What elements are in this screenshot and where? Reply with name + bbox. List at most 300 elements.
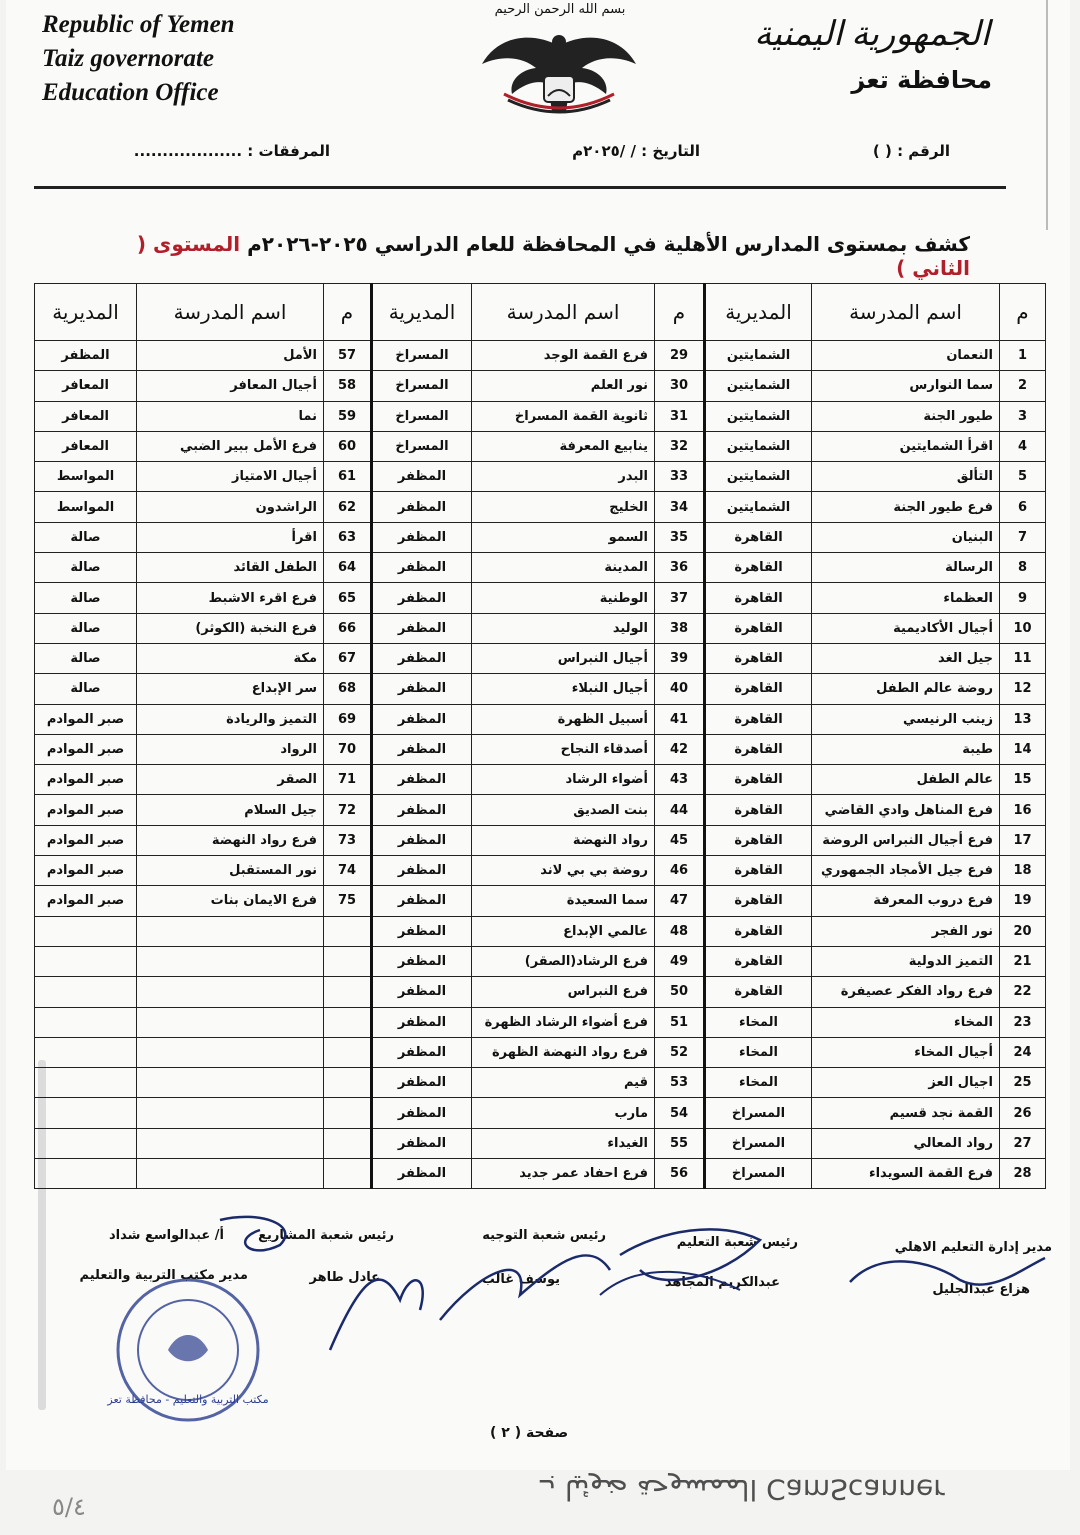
school-name: فرع النخبة (الكوثر) <box>137 613 324 643</box>
school-name: البنيان <box>812 522 1000 552</box>
school-name <box>137 977 324 1007</box>
school-name: نور الفجر <box>812 916 1000 946</box>
table-row <box>35 1007 1046 1037</box>
school-name: أجيال المخاء <box>812 1037 1000 1067</box>
district-name: المسراخ <box>372 431 472 461</box>
district-name: القاهرة <box>705 795 812 825</box>
district-name <box>35 977 137 1007</box>
school-name <box>137 1128 324 1158</box>
school-name: نور المستقبل <box>137 856 324 886</box>
school-name: سما النوارس <box>812 371 1000 401</box>
district-name: القاهرة <box>705 583 812 613</box>
en-header-line: Republic of Yemen <box>42 11 235 38</box>
table-row <box>35 1068 1046 1098</box>
district-name: المظفر <box>372 795 472 825</box>
school-name: المدينة <box>472 553 655 583</box>
school-name: المخاء <box>812 1007 1000 1037</box>
col-header-num: م <box>655 284 705 341</box>
district-name: الشمايتين <box>705 341 812 371</box>
district-name: القاهرة <box>705 765 812 795</box>
school-name: أجيال المعافر <box>137 371 324 401</box>
row-number: 69 <box>324 704 372 734</box>
table-row <box>35 856 1046 886</box>
row-number: 46 <box>655 856 705 886</box>
row-number: 11 <box>1000 643 1046 673</box>
row-number: 58 <box>324 371 372 401</box>
school-name: العظماء <box>812 583 1000 613</box>
school-name: طيبة <box>812 734 1000 764</box>
school-name: البدر <box>472 462 655 492</box>
col-header-district: المديرية <box>372 284 472 341</box>
row-number: 70 <box>324 734 372 764</box>
school-name: القمة نجد قسيم <box>812 1098 1000 1128</box>
school-name: سما السعيدة <box>472 886 655 916</box>
row-number: 55 <box>655 1128 705 1158</box>
school-name: مكة <box>137 643 324 673</box>
school-name: فرع دروب المعرفة <box>812 886 1000 916</box>
school-name: الخليج <box>472 492 655 522</box>
row-number: 3 <box>1000 401 1046 431</box>
row-number <box>324 1159 372 1189</box>
district-name: صالة <box>35 583 137 613</box>
row-number: 25 <box>1000 1068 1046 1098</box>
signature-name: هزاع عبدالجليل <box>932 1282 1030 1297</box>
row-number: 39 <box>655 643 705 673</box>
district-name <box>35 946 137 976</box>
district-name: المسراخ <box>372 341 472 371</box>
row-number: 53 <box>655 1068 705 1098</box>
district-name: القاهرة <box>705 886 812 916</box>
school-name: فرع الأمل ببير الضبي <box>137 431 324 461</box>
row-number: 63 <box>324 522 372 552</box>
district-name: المظفر <box>372 946 472 976</box>
english-header <box>42 8 235 110</box>
school-name: عالمي الإبداع <box>472 916 655 946</box>
col-header-school: اسم المدرسة <box>137 284 324 341</box>
row-number: 5 <box>1000 462 1046 492</box>
district-name: الشمايتين <box>705 401 812 431</box>
row-number: 73 <box>324 825 372 855</box>
table-row <box>35 341 1046 371</box>
school-name: الراشدون <box>137 492 324 522</box>
table-row <box>35 1128 1046 1158</box>
level-label: المستوى <box>152 232 241 256</box>
table-row <box>35 886 1046 916</box>
table-row <box>35 1037 1046 1067</box>
row-number: 24 <box>1000 1037 1046 1067</box>
scanner-watermark: الممسوحة ضوئيا بـ CamScanner <box>540 1473 945 1506</box>
signature-name: عادل طاهر <box>309 1270 380 1285</box>
school-name: فرع رواد النهضة الظهرة <box>472 1037 655 1067</box>
school-name: اجيال العز <box>812 1068 1000 1098</box>
district-name: المظفر <box>372 886 472 916</box>
table-row <box>35 765 1046 795</box>
school-name: أجيال النبراس <box>472 643 655 673</box>
en-header-line: Taiz governorate <box>42 45 214 72</box>
level-value: ( الثاني ) <box>136 232 970 280</box>
row-number: 60 <box>324 431 372 461</box>
district-name: المظفر <box>372 1037 472 1067</box>
table-row <box>35 977 1046 1007</box>
district-name <box>35 1068 137 1098</box>
table-row <box>35 1159 1046 1189</box>
school-name: أجيال الأكاديمية <box>812 613 1000 643</box>
school-name: أصدقاء النجاح <box>472 734 655 764</box>
col-header-num: م <box>1000 284 1046 341</box>
table-header-row <box>35 284 1046 341</box>
school-name: روضة بي بي لاند <box>472 856 655 886</box>
district-name: الشمايتين <box>705 492 812 522</box>
row-number: 37 <box>655 583 705 613</box>
row-number: 33 <box>655 462 705 492</box>
school-name: التميز الدولية <box>812 946 1000 976</box>
signature-name: عبدالكريم المجاهد <box>664 1275 780 1290</box>
row-number: 61 <box>324 462 372 492</box>
district-name: صبر الموادم <box>35 765 137 795</box>
school-name: مارب <box>472 1098 655 1128</box>
row-number: 48 <box>655 916 705 946</box>
district-name: المعافر <box>35 371 137 401</box>
table-row <box>35 825 1046 855</box>
row-number: 29 <box>655 341 705 371</box>
row-number: 30 <box>655 371 705 401</box>
table-row <box>35 613 1046 643</box>
row-number: 35 <box>655 522 705 552</box>
school-name: فرع رواد الفكر عصيفرة <box>812 977 1000 1007</box>
number-field: الرقم : ( ) <box>872 142 950 160</box>
row-number: 15 <box>1000 765 1046 795</box>
school-name: فرع اقرء الاشبط <box>137 583 324 613</box>
table-row <box>35 583 1046 613</box>
yemen-eagle-emblem-icon <box>474 24 644 119</box>
district-name: المظفر <box>372 704 472 734</box>
row-number: 4 <box>1000 431 1046 461</box>
district-name: المسراخ <box>705 1159 812 1189</box>
table-row <box>35 1098 1046 1128</box>
header-rule <box>34 186 1006 189</box>
school-name: أجيال الامتياز <box>137 462 324 492</box>
row-number: 38 <box>655 613 705 643</box>
school-name: فرع طيور الجنة <box>812 492 1000 522</box>
row-number: 7 <box>1000 522 1046 552</box>
school-name: جيل الغد <box>812 643 1000 673</box>
school-name: عالم الطفل <box>812 765 1000 795</box>
district-name <box>35 1159 137 1189</box>
district-name: صبر الموادم <box>35 856 137 886</box>
col-header-num: م <box>324 284 372 341</box>
district-name: المظفر <box>372 977 472 1007</box>
district-name: المظفر <box>372 734 472 764</box>
corner-mark: ٥/٤ <box>52 1493 86 1521</box>
school-name: التميز والريادة <box>137 704 324 734</box>
table-row <box>35 795 1046 825</box>
school-name <box>137 916 324 946</box>
school-name <box>137 1159 324 1189</box>
row-number: 56 <box>655 1159 705 1189</box>
row-number: 66 <box>324 613 372 643</box>
row-number: 21 <box>1000 946 1046 976</box>
district-name: القاهرة <box>705 856 812 886</box>
school-name: فرع المناهل وادي القاضي <box>812 795 1000 825</box>
signature-title: رئيس شعبة التوجيه <box>482 1228 606 1243</box>
row-number: 18 <box>1000 856 1046 886</box>
school-name: سر الإبداع <box>137 674 324 704</box>
school-name <box>137 1007 324 1037</box>
district-name: القاهرة <box>705 522 812 552</box>
district-name: صالة <box>35 613 137 643</box>
district-name: المظفر <box>372 643 472 673</box>
row-number: 27 <box>1000 1128 1046 1158</box>
row-number: 72 <box>324 795 372 825</box>
district-name: صالة <box>35 643 137 673</box>
row-number: 16 <box>1000 795 1046 825</box>
row-number: 51 <box>655 1007 705 1037</box>
school-name: أجيال النبلاء <box>472 674 655 704</box>
district-name: المظفر <box>372 825 472 855</box>
page-number: صفحة ( ٢ ) <box>490 1425 569 1441</box>
district-name: المظفر <box>372 916 472 946</box>
school-name: ثانوية القمة المسراخ <box>472 401 655 431</box>
school-name: الوليد <box>472 613 655 643</box>
table-row <box>35 734 1046 764</box>
row-number: 22 <box>1000 977 1046 1007</box>
district-name: المظفر <box>372 522 472 552</box>
row-number: 49 <box>655 946 705 976</box>
row-number: 41 <box>655 704 705 734</box>
en-header-line: Education Office <box>42 79 219 106</box>
school-name: أضواء الرشاد <box>472 765 655 795</box>
school-name: أسبيل الظهرة <box>472 704 655 734</box>
row-number: 74 <box>324 856 372 886</box>
district-name: صالة <box>35 522 137 552</box>
district-name: القاهرة <box>705 946 812 976</box>
district-name: المظفر <box>372 1159 472 1189</box>
row-number: 12 <box>1000 674 1046 704</box>
table-row <box>35 431 1046 461</box>
district-name: المسراخ <box>705 1098 812 1128</box>
school-name: فرع جيل الأمجاد الجمهوري <box>812 856 1000 886</box>
table-row <box>35 704 1046 734</box>
row-number: 71 <box>324 765 372 795</box>
district-name: صبر الموادم <box>35 704 137 734</box>
district-name: صالة <box>35 553 137 583</box>
row-number: 6 <box>1000 492 1046 522</box>
row-number: 20 <box>1000 916 1046 946</box>
district-name: الشمايتين <box>705 462 812 492</box>
school-name: ينابيع المعرفة <box>472 431 655 461</box>
school-name: فرع القمة السويداء <box>812 1159 1000 1189</box>
signature-title: رئيس شعبة المشاريع <box>258 1228 394 1243</box>
document-title <box>90 232 970 280</box>
school-name: الطفل القائد <box>137 553 324 583</box>
school-name: نما <box>137 401 324 431</box>
row-number <box>324 1037 372 1067</box>
row-number: 44 <box>655 795 705 825</box>
stamp-text: مكتب التربية والتعليم - محافظة تعز <box>107 1393 269 1406</box>
table-row <box>35 462 1046 492</box>
school-name: روضة عالم الطفل <box>812 674 1000 704</box>
school-name: فرع الايمان بنات <box>137 886 324 916</box>
district-name: المواسط <box>35 462 137 492</box>
district-name: المظفر <box>372 613 472 643</box>
school-name: النعمان <box>812 341 1000 371</box>
row-number <box>324 1128 372 1158</box>
district-name: القاهرة <box>705 704 812 734</box>
school-name: قيم <box>472 1068 655 1098</box>
signature-title: أ/ عبدالواسع شداد <box>109 1228 224 1243</box>
district-name: المسراخ <box>372 401 472 431</box>
title-text: كشف بمستوى المدارس الأهلية في المحافظة للعام الدراسي ٢٠٢٥-٢٠٢٦م <box>247 232 970 256</box>
school-name: الرسالة <box>812 553 1000 583</box>
page-edge <box>1046 0 1048 230</box>
district-name: المظفر <box>372 462 472 492</box>
district-name: المظفر <box>372 1068 472 1098</box>
country-name-ar: الجمهورية اليمنية <box>754 16 990 53</box>
row-number: 50 <box>655 977 705 1007</box>
school-name: فرع احفاد عمر جديد <box>472 1159 655 1189</box>
table-row <box>35 946 1046 976</box>
district-name: صبر الموادم <box>35 886 137 916</box>
table-row <box>35 401 1046 431</box>
district-name: المظفر <box>372 674 472 704</box>
row-number <box>324 1068 372 1098</box>
district-name: المعافر <box>35 431 137 461</box>
school-name: الوطنية <box>472 583 655 613</box>
district-name: المخاء <box>705 1068 812 1098</box>
official-stamp-icon <box>98 1275 278 1425</box>
row-number: 1 <box>1000 341 1046 371</box>
district-name: المسراخ <box>372 371 472 401</box>
district-name: المظفر <box>35 341 137 371</box>
school-name: الصقر <box>137 765 324 795</box>
row-number: 17 <box>1000 825 1046 855</box>
row-number: 31 <box>655 401 705 431</box>
signature-name: مدير مكتب التربية والتعليم <box>79 1268 248 1283</box>
table-row <box>35 643 1046 673</box>
attachments-field: المرفقات : ................... <box>133 142 330 160</box>
school-name: طيور الجنة <box>812 401 1000 431</box>
district-name: المواسط <box>35 492 137 522</box>
row-number: 8 <box>1000 553 1046 583</box>
school-name: رواد المعالي <box>812 1128 1000 1158</box>
school-name: فرع النبراس <box>472 977 655 1007</box>
table-row <box>35 492 1046 522</box>
district-name <box>35 916 137 946</box>
row-number: 47 <box>655 886 705 916</box>
row-number: 57 <box>324 341 372 371</box>
district-name: الشمايتين <box>705 371 812 401</box>
row-number: 52 <box>655 1037 705 1067</box>
row-number: 9 <box>1000 583 1046 613</box>
row-number: 68 <box>324 674 372 704</box>
district-name: صبر الموادم <box>35 795 137 825</box>
col-header-school: اسم المدرسة <box>812 284 1000 341</box>
district-name <box>35 1128 137 1158</box>
table-row <box>35 674 1046 704</box>
col-header-district: المديرية <box>35 284 137 341</box>
row-number: 54 <box>655 1098 705 1128</box>
row-number: 14 <box>1000 734 1046 764</box>
school-name: زينب الرنيسي <box>812 704 1000 734</box>
row-number: 59 <box>324 401 372 431</box>
row-number: 43 <box>655 765 705 795</box>
school-name: بنت الصديق <box>472 795 655 825</box>
district-name: المظفر <box>372 1128 472 1158</box>
row-number: 19 <box>1000 886 1046 916</box>
row-number <box>324 946 372 976</box>
district-name: المظفر <box>372 856 472 886</box>
district-name: المخاء <box>705 1037 812 1067</box>
row-number <box>324 1098 372 1128</box>
district-name: المظفر <box>372 1007 472 1037</box>
district-name: المسراخ <box>705 1128 812 1158</box>
school-name: رواد النهضة <box>472 825 655 855</box>
school-name: الأمل <box>137 341 324 371</box>
col-header-school: اسم المدرسة <box>472 284 655 341</box>
row-number: 26 <box>1000 1098 1046 1128</box>
row-number <box>324 1007 372 1037</box>
district-name <box>35 1037 137 1067</box>
school-name: جيل السلام <box>137 795 324 825</box>
row-number <box>324 916 372 946</box>
row-number: 23 <box>1000 1007 1046 1037</box>
row-number: 40 <box>655 674 705 704</box>
district-name: القاهرة <box>705 674 812 704</box>
district-name: صبر الموادم <box>35 734 137 764</box>
row-number: 64 <box>324 553 372 583</box>
table-row <box>35 371 1046 401</box>
row-number: 34 <box>655 492 705 522</box>
table-row <box>35 916 1046 946</box>
row-number: 28 <box>1000 1159 1046 1189</box>
date-field: التاريخ : / /٢٠٢٥م <box>572 142 700 160</box>
district-name: المخاء <box>705 1007 812 1037</box>
row-number: 45 <box>655 825 705 855</box>
district-name: صالة <box>35 674 137 704</box>
row-number: 36 <box>655 553 705 583</box>
row-number: 62 <box>324 492 372 522</box>
schools-table <box>34 283 1046 1189</box>
row-number: 10 <box>1000 613 1046 643</box>
school-name: فرع القمة الوجد <box>472 341 655 371</box>
district-name: القاهرة <box>705 613 812 643</box>
district-name: صبر الموادم <box>35 825 137 855</box>
school-name: فرع أجيال النبراس الروضة <box>812 825 1000 855</box>
school-name: فرع رواد النهضة <box>137 825 324 855</box>
row-number: 65 <box>324 583 372 613</box>
school-name: فرع أضواء الرشاد الظهرة <box>472 1007 655 1037</box>
row-number: 13 <box>1000 704 1046 734</box>
school-name: نور العلم <box>472 371 655 401</box>
col-header-district: المديرية <box>705 284 812 341</box>
signature-title: رئيس شعبة التعليم <box>676 1235 798 1250</box>
district-name: القاهرة <box>705 643 812 673</box>
district-name: القاهرة <box>705 825 812 855</box>
governorate-name-ar: محافظة تعز <box>851 66 992 94</box>
row-number: 2 <box>1000 371 1046 401</box>
school-name <box>137 1098 324 1128</box>
school-name: اقرأ <box>137 522 324 552</box>
district-name: المظفر <box>372 765 472 795</box>
school-name: الرواد <box>137 734 324 764</box>
school-name <box>137 1068 324 1098</box>
school-name <box>137 1037 324 1067</box>
school-name: التألق <box>812 462 1000 492</box>
school-name: الغيداء <box>472 1128 655 1158</box>
school-name: اقرأ الشمايتين <box>812 431 1000 461</box>
district-name: المظفر <box>372 492 472 522</box>
district-name: القاهرة <box>705 553 812 583</box>
